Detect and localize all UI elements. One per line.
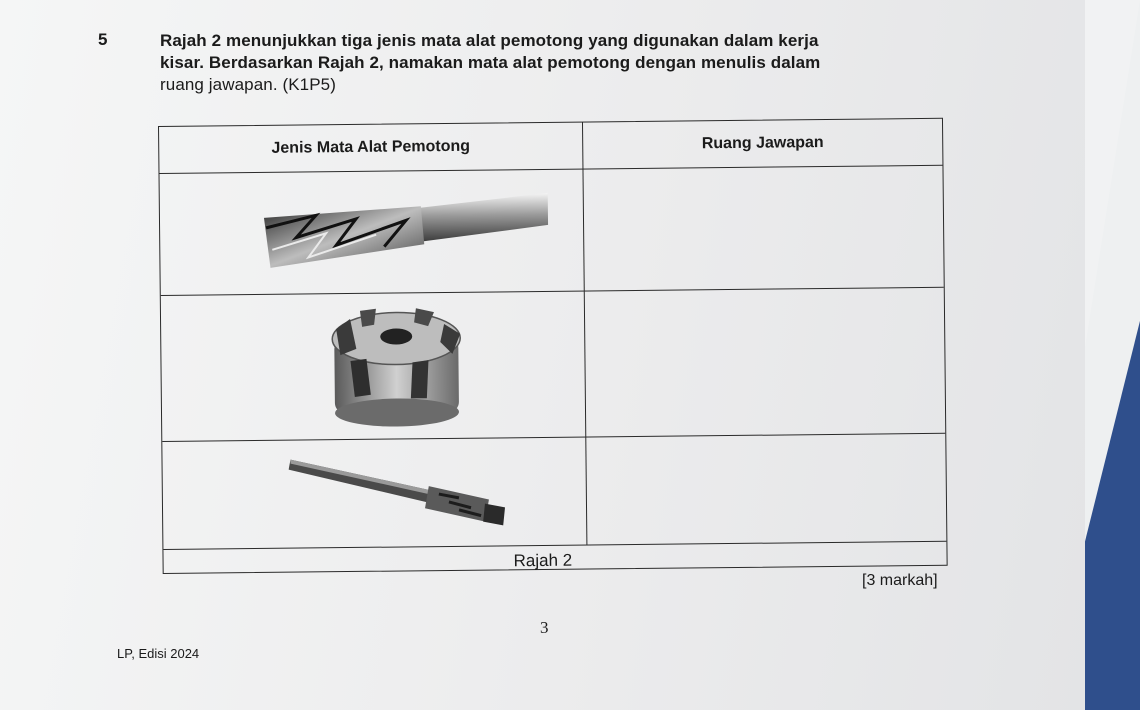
table-row: [162, 433, 946, 550]
footer-text: LP, Edisi 2024: [117, 646, 200, 661]
end-mill-cutter-icon: [256, 185, 557, 278]
figure-caption: Rajah 2: [513, 550, 573, 571]
table-row: [159, 165, 943, 296]
question-line: Rajah 2 menunjukkan tiga jenis mata alat pemotong yang digunakan dalam kerja: [160, 31, 819, 50]
counterbore-cutter-icon: [288, 449, 519, 541]
answer-table: [158, 118, 948, 574]
question-line: kisar. Berdasarkan Rajah 2, namakan mata alat pemotong dengan menulis dalam: [160, 53, 821, 72]
question-line: ruang jawapan. (K1P5): [160, 75, 336, 94]
marks-label: [3 markah]: [862, 572, 938, 589]
header-tool-type: Jenis Mata Alat Pemotong: [159, 123, 583, 173]
question-text: [160, 30, 880, 96]
page-number: 3: [540, 618, 549, 637]
face-mill-cutter-icon: [316, 298, 477, 432]
table-row: [161, 287, 945, 442]
question-number: 5: [98, 30, 108, 49]
header-answer-space: Ruang Jawapan: [701, 134, 824, 153]
